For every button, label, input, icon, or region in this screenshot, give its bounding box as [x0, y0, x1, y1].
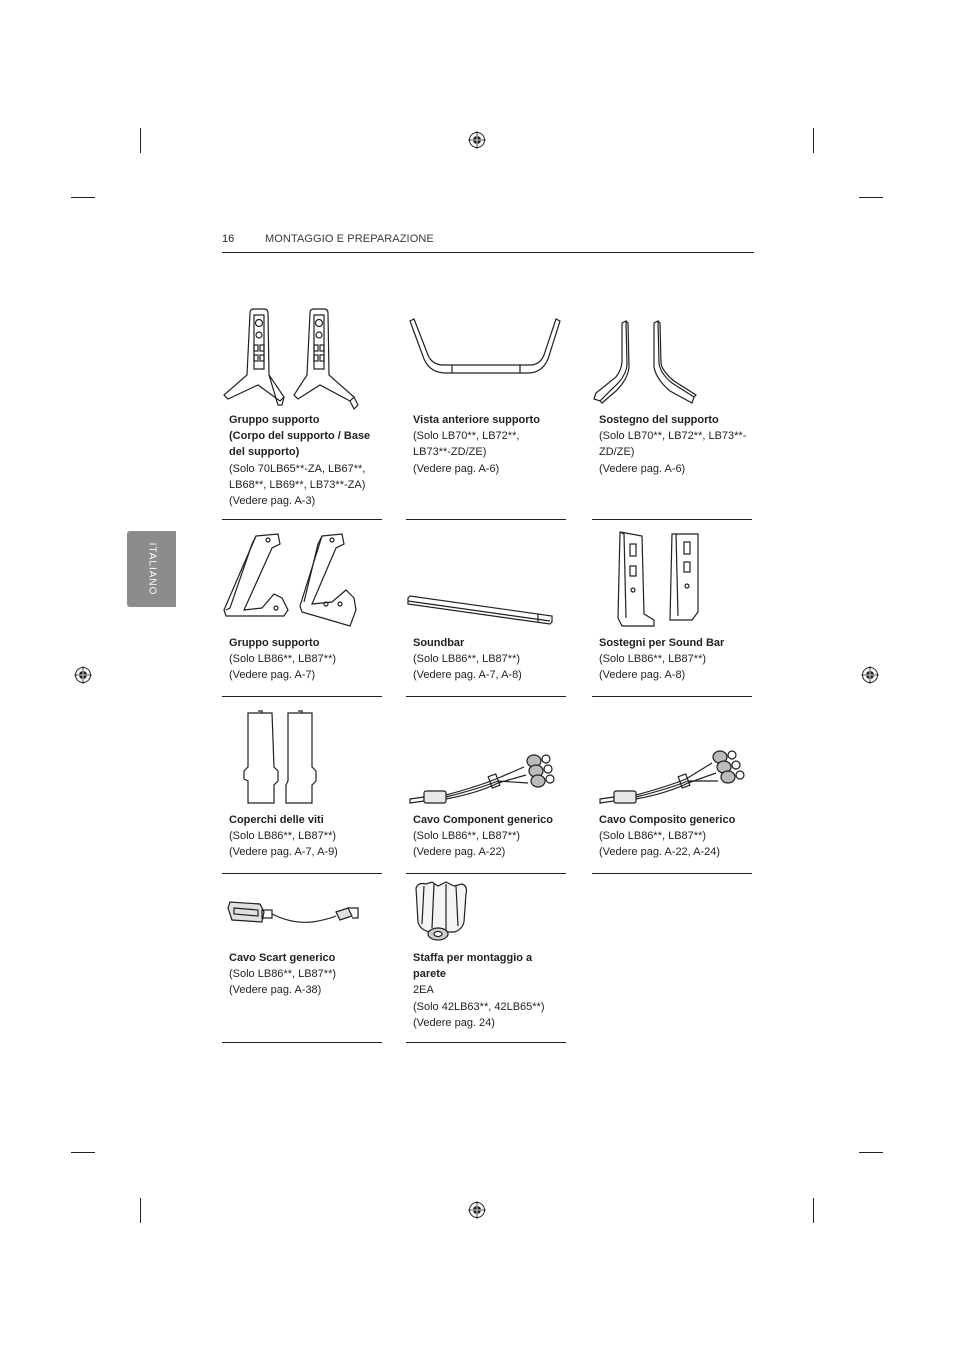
crop-mark [71, 197, 95, 198]
soundbar-icon [406, 530, 566, 634]
item-divider [406, 1042, 566, 1043]
item-title: parete [413, 968, 447, 981]
item-detail: (Vedere pag. 24) [413, 1016, 495, 1029]
item-detail: (Vedere pag. A-7, A-8) [413, 669, 522, 682]
item-title: Coperchi delle viti [229, 814, 324, 826]
item-divider [592, 696, 752, 697]
crop-mark [140, 128, 141, 153]
item-detail: (Solo 70LB65**-ZA, LB67**, [229, 462, 366, 475]
item-detail: LB73**-ZD/ZE) [413, 446, 487, 459]
item-detail: LB68**, LB69**, LB73**-ZA) [229, 478, 366, 491]
item-divider [592, 519, 752, 520]
item-divider [406, 696, 566, 697]
item-divider [222, 519, 382, 520]
item-divider [222, 1042, 382, 1043]
item-detail: (Vedere pag. A-7, A-9) [229, 846, 338, 859]
item-detail: (Solo LB86**, LB87**) [599, 830, 707, 843]
crop-mark [71, 1152, 95, 1153]
item-title: Cavo Component generico [413, 814, 553, 826]
item-detail: (Solo LB70**, LB72**, [413, 430, 520, 443]
item-detail: (Vedere pag. A-8) [599, 669, 686, 682]
item-title: Gruppo supporto [229, 414, 320, 426]
item-detail: (Solo 42LB63**, 42LB65**) [413, 1000, 545, 1013]
item-title: Sostegni per Sound Bar [599, 637, 725, 649]
crop-mark [140, 1198, 141, 1223]
item-detail: ZD/ZE) [599, 446, 635, 459]
composite-cable-icon [592, 707, 752, 811]
stand-support-icon [592, 305, 752, 409]
item-divider [406, 873, 566, 874]
item-detail: (Solo LB86**, LB87**) [229, 653, 337, 666]
item-divider [222, 873, 382, 874]
soundbar-supports-icon [592, 530, 752, 634]
item-detail: (Vedere pag. A-6) [599, 462, 686, 475]
stand-assembly-lb86-icon [222, 530, 382, 634]
item-title: Cavo Scart generico [229, 952, 336, 964]
item-detail: (Solo LB86**, LB87**) [599, 653, 707, 666]
crop-mark [859, 1152, 883, 1153]
section-title: MONTAGGIO E PREPARAZIONE [265, 233, 434, 245]
item-title: Staffa per montaggio a [413, 952, 533, 964]
scart-cable-icon [222, 878, 382, 950]
item-title: Cavo Composito generico [599, 814, 736, 826]
item-detail: (Vedere pag. A-38) [229, 984, 322, 997]
stand-front-view-icon [406, 305, 566, 409]
registration-mark-icon [74, 666, 92, 684]
item-detail: (Solo LB86**, LB87**) [229, 830, 337, 843]
page-number: 16 [222, 233, 235, 245]
crop-mark [859, 197, 883, 198]
item-title: Sostegno del supporto [599, 414, 719, 426]
item-detail: 2EA [413, 984, 434, 997]
crop-mark [813, 1198, 814, 1223]
stand-assembly-icon [222, 305, 382, 409]
registration-mark-icon [861, 666, 879, 684]
crop-mark [813, 128, 814, 153]
item-title: del supporto) [229, 446, 300, 459]
item-title: (Corpo del supporto / Base [229, 430, 371, 443]
item-detail: (Vedere pag. A-6) [413, 462, 500, 475]
registration-mark-icon [468, 1201, 486, 1219]
item-divider [592, 873, 752, 874]
item-detail: (Solo LB70**, LB72**, LB73**- [599, 430, 747, 443]
item-detail: (Solo LB86**, LB87**) [413, 830, 521, 843]
item-title: Vista anteriore supporto [413, 414, 540, 426]
language-tab [127, 531, 176, 607]
wall-mount-bracket-icon [406, 878, 566, 950]
item-detail: (Solo LB86**, LB87**) [229, 968, 337, 981]
item-detail: (Vedere pag. A-22, A-24) [599, 846, 721, 859]
page-header [222, 232, 754, 253]
item-title: Soundbar [413, 637, 465, 649]
item-title: Gruppo supporto [229, 637, 320, 649]
item-detail: (Solo LB86**, LB87**) [413, 653, 521, 666]
screw-covers-icon [222, 707, 382, 811]
registration-mark-icon [468, 131, 486, 149]
item-divider [222, 696, 382, 697]
item-detail: (Vedere pag. A-22) [413, 846, 506, 859]
component-cable-icon [406, 707, 566, 811]
language-tab-label: ITALIANO [146, 542, 157, 596]
item-detail: (Vedere pag. A-3) [229, 495, 316, 508]
item-detail: (Vedere pag. A-7) [229, 669, 316, 682]
item-divider [406, 519, 566, 520]
